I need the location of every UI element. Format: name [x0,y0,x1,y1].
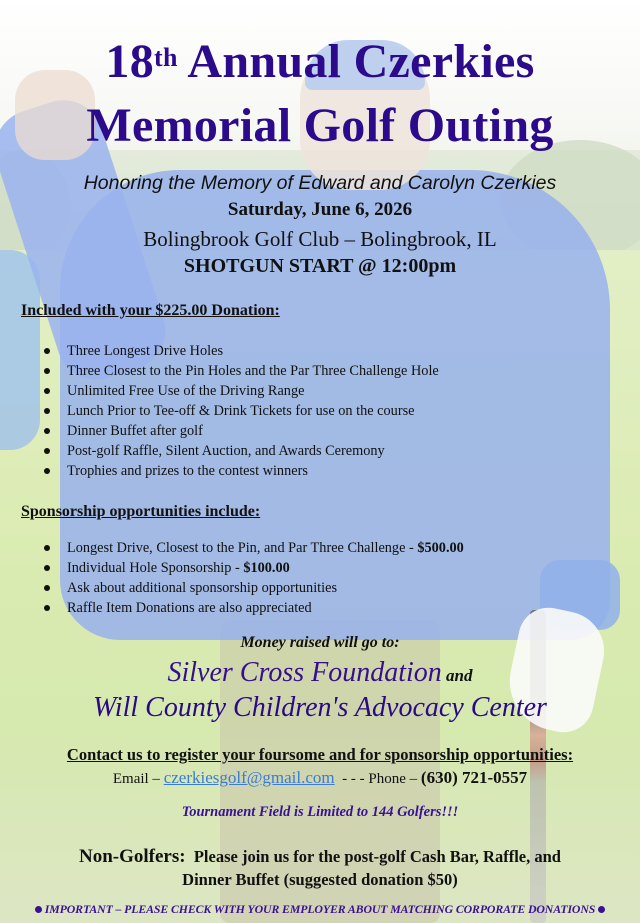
bullet-icon [44,388,50,394]
bullet-icon [44,428,50,434]
list-item [0,361,439,381]
bullet-icon [44,448,50,454]
bullet-icon [44,585,50,591]
list-item [0,401,439,421]
contact-heading: Contact us to register your foursome and for sponsorship opportunities: [66,745,574,764]
beneficiary-2: Will County Children's Advocacy Center [93,692,547,723]
list-item [0,538,464,558]
bullet-icon [44,565,50,571]
beneficiary-name: Silver Cross Foundation [167,657,442,688]
ordinal-suffix: th [154,43,178,72]
beneficiary-1 [0,657,640,689]
bullet-icon [44,368,50,374]
price: $500.00 [417,540,464,556]
title-line-2: Memorial Golf Outing [86,99,554,152]
email-label: Email – [112,771,164,787]
beneficiaries-intro: Money raised will go to: [240,634,400,651]
list-item [0,381,439,401]
non-golfers-text: Please join us for the post-golf Cash Bar, Raffle, and [185,847,561,866]
bullet-icon [44,545,50,551]
sponsorship-heading: Sponsorship opportunities include: [21,503,261,520]
event-venue: Bolingbrook Golf Club – Bolingbrook, IL [143,227,497,251]
title-line-1 [0,36,640,88]
bullet-icon [44,348,50,354]
list-item-text: Unlimited Free Use of the Driving Range [67,383,305,399]
bullet-icon [35,906,42,913]
list-item [0,578,464,598]
list-item [0,598,464,618]
list-item [0,341,439,361]
edition-number: 18 [105,35,155,88]
non-golfers-label: Non-Golfers: [79,846,186,867]
phone-label: - - - Phone – [334,771,421,787]
price: $100.00 [243,560,290,576]
list-item-text: Lunch Prior to Tee-off & Drink Tickets for use on the course [67,403,415,419]
list-item [0,558,464,578]
list-item [0,461,439,481]
list-item [0,441,439,461]
non-golfers-line-2: Dinner Buffet (suggested donation $50) [182,870,458,889]
title-text: Annual Czerkies [177,35,535,88]
important-notice [0,902,640,917]
bullet-icon [598,906,605,913]
included-list [0,341,439,481]
sponsorship-list [0,538,464,618]
list-item-text: Ask about additional sponsorship opportunities [67,580,338,596]
list-item-text: Dinner Buffet after golf [67,423,203,439]
list-item-text: Longest Drive, Closest to the Pin, and Par Three Challenge - [67,540,418,556]
list-item-text: Three Closest to the Pin Holes and the Par Three Challenge Hole [67,363,439,379]
bullet-icon [44,468,50,474]
included-heading: Included with your $225.00 Donation: [21,302,280,319]
list-item [0,421,439,441]
list-item-text: Post-golf Raffle, Silent Auction, and Awards Ceremony [67,443,385,459]
list-item-text: Trophies and prizes to the contest winners [67,463,308,479]
non-golfers-line-1 [0,846,640,868]
list-item-text: Individual Hole Sponsorship - [67,560,244,576]
phone-number: (630) 721-0557 [420,768,528,787]
bullet-icon [44,605,50,611]
email-link[interactable]: czerkiesgolf@gmail.com [163,768,335,787]
contact-line [0,768,640,788]
list-item-text: Raffle Item Donations are also appreciated [67,600,312,616]
honoring-subtitle: Honoring the Memory of Edward and Carolyn Czerkies [83,172,557,194]
connector-text: and [441,666,473,685]
bullet-icon [44,408,50,414]
field-limit-notice: Tournament Field is Limited to 144 Golfers!!! [181,804,459,820]
event-date: Saturday, June 6, 2026 [227,199,413,220]
start-time: SHOTGUN START @ 12:00pm [183,255,457,277]
important-text: IMPORTANT – PLEASE CHECK WITH YOUR EMPLOYER ABOUT MATCHING CORPORATE DONATIONS [44,902,596,916]
list-item-text: Three Longest Drive Holes [67,343,224,359]
